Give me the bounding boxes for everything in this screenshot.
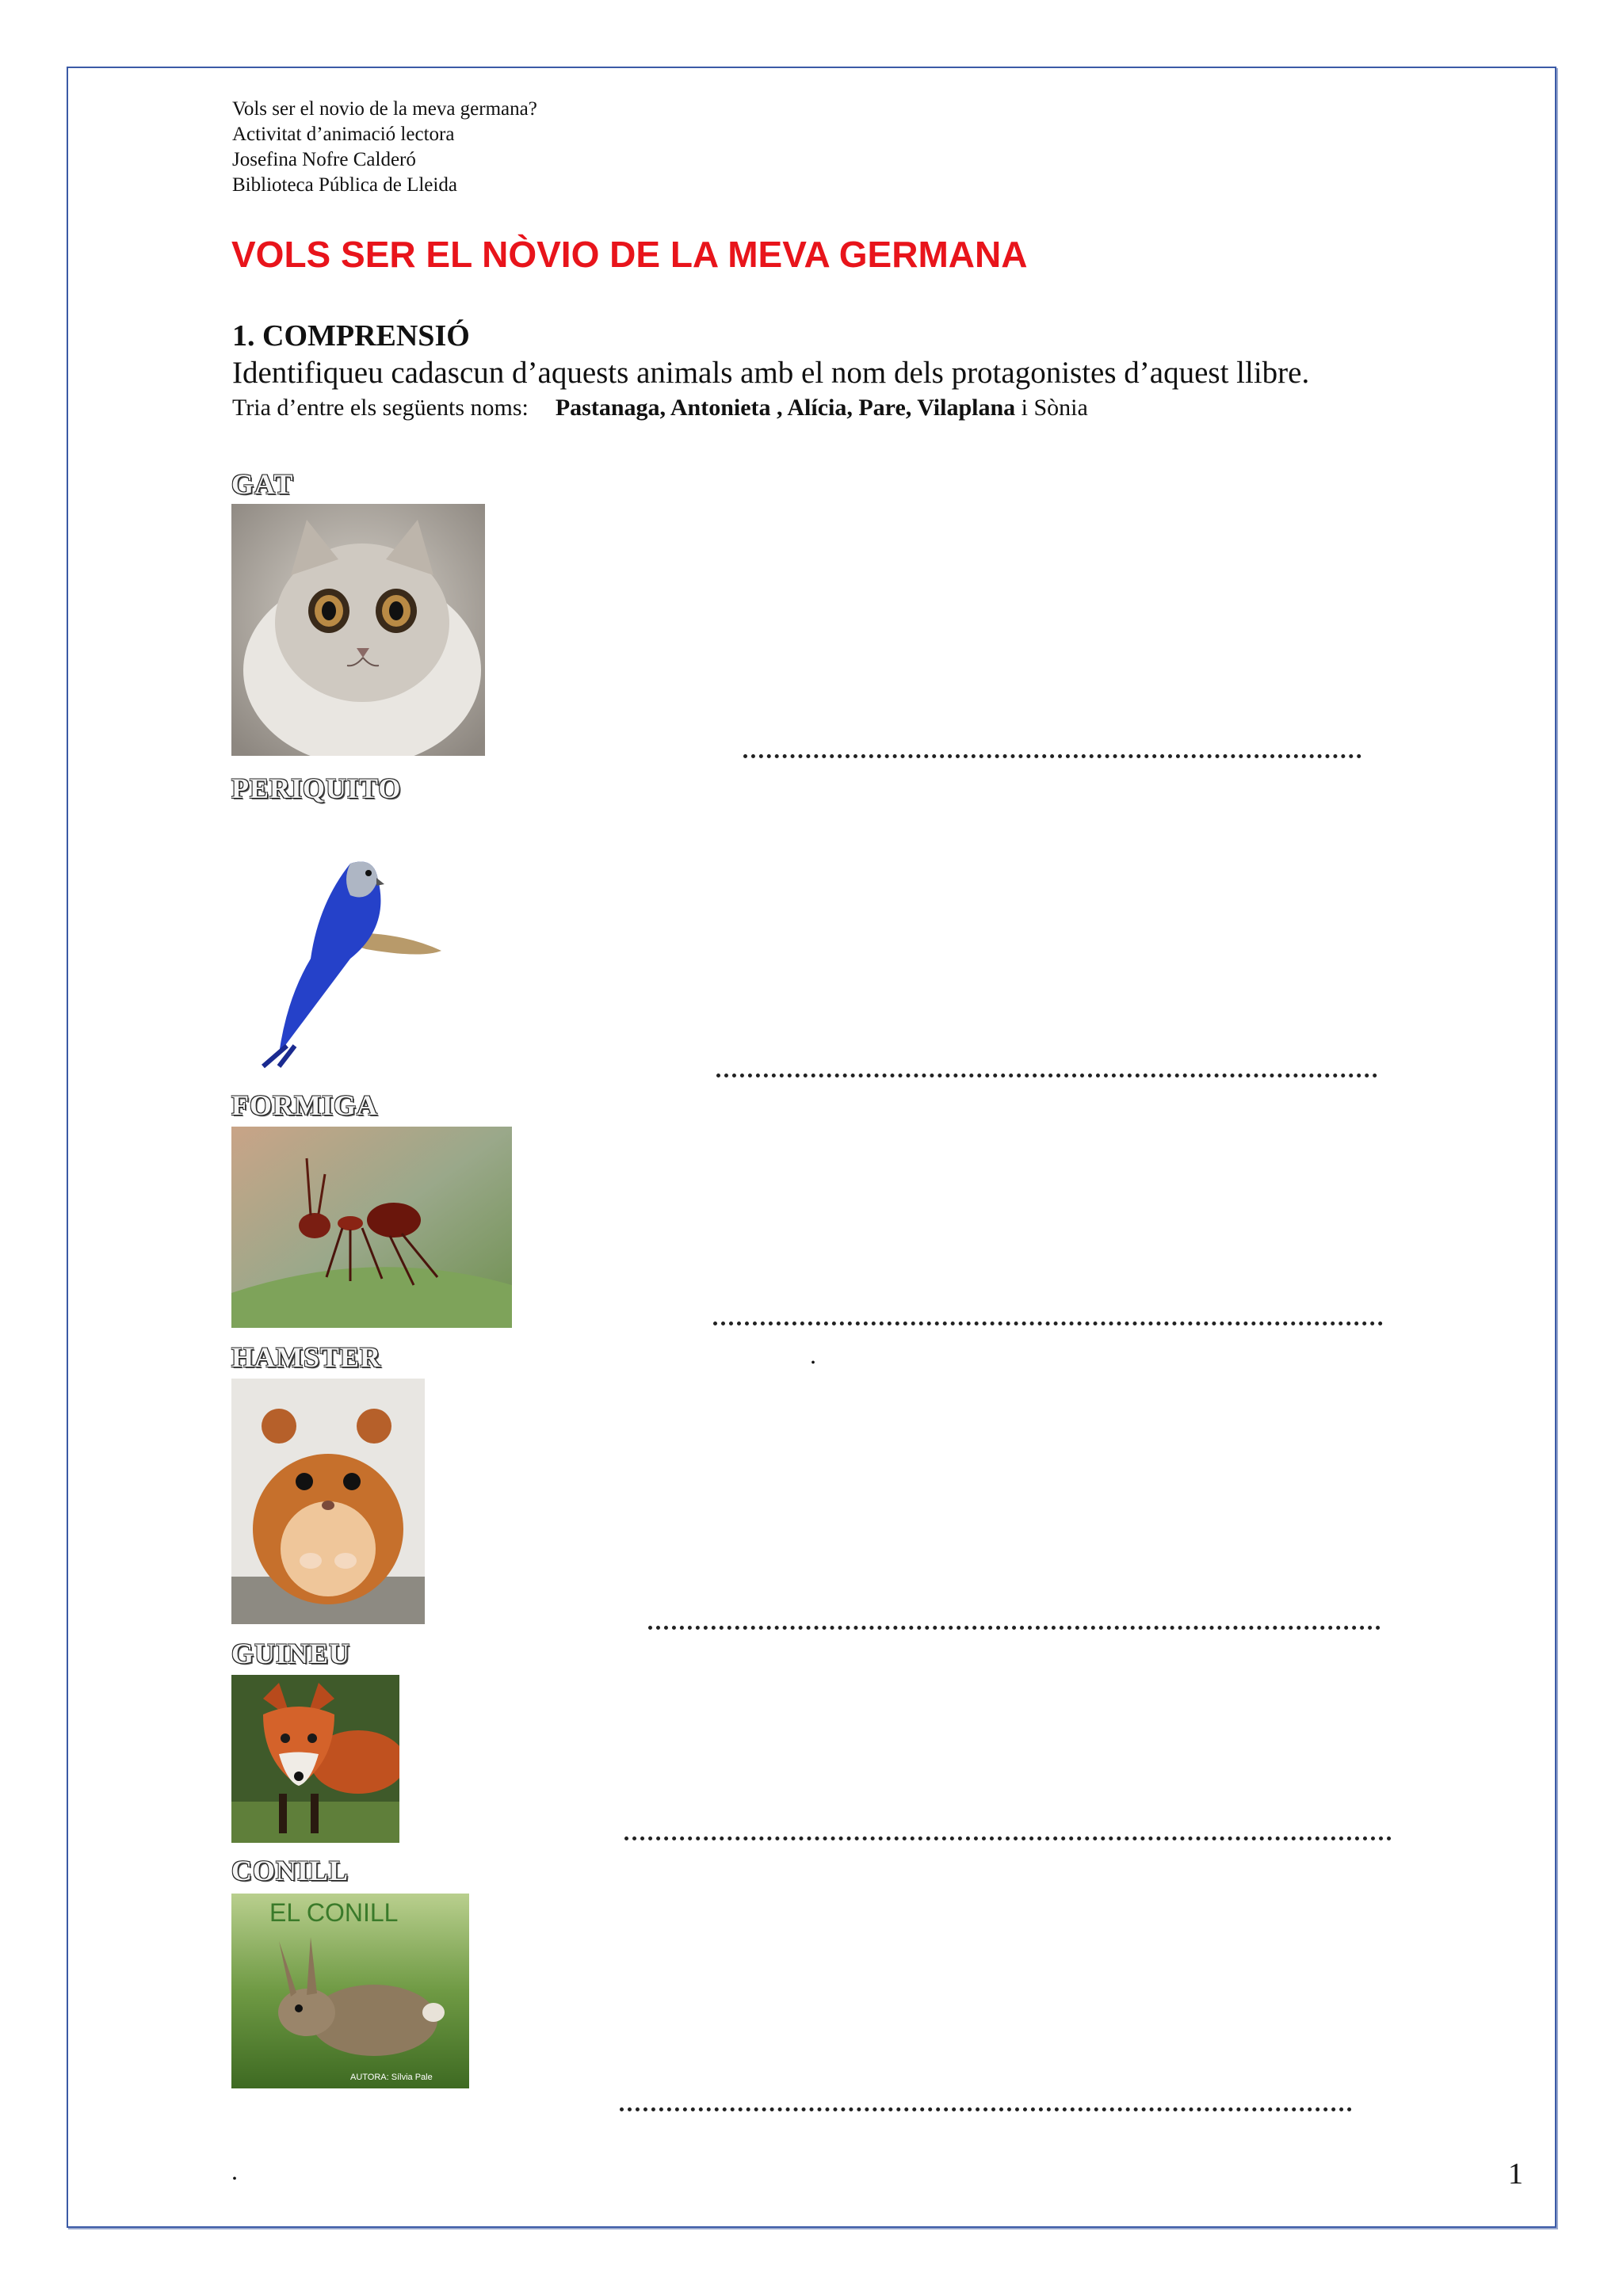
page-number: 1 bbox=[1508, 2157, 1523, 2191]
answer-line-hamster[interactable] bbox=[648, 1626, 1381, 1630]
rabbit-photo-credit: AUTORA: Sílvia Pale bbox=[350, 2073, 433, 2082]
parakeet-photo bbox=[231, 808, 469, 1070]
answer-line-formiga[interactable] bbox=[713, 1322, 1383, 1325]
instruction-text: Identifiqueu cadascun d’aquests animals amb el nom dels protagonistes d’aquest llibre. bbox=[232, 356, 1310, 390]
section-heading: 1. COMPRENSIÓ bbox=[232, 319, 470, 353]
answer-line-gat[interactable] bbox=[743, 754, 1361, 758]
header-book-title: Vols ser el novio de la meva germana? bbox=[232, 98, 537, 120]
ant-photo bbox=[231, 1127, 512, 1328]
names-bold: Pastanaga, Antonieta , Alícia, Pare, Vilaplana bbox=[555, 395, 1016, 421]
fox-photo bbox=[231, 1675, 399, 1843]
header-library: Biblioteca Pública de Lleida bbox=[232, 174, 457, 196]
answer-line-periquito[interactable] bbox=[716, 1074, 1377, 1077]
animal-label-guineu: GUINEU bbox=[231, 1638, 351, 1669]
cat-photo bbox=[231, 504, 485, 756]
stray-dot: . bbox=[810, 1341, 816, 1369]
hamster-photo bbox=[231, 1379, 425, 1624]
header-author: Josefina Nofre Calderó bbox=[232, 149, 416, 170]
names-intro: Tria d’entre els següents noms: bbox=[232, 395, 529, 421]
document-header bbox=[232, 97, 537, 198]
animal-label-hamster: HAMSTER bbox=[231, 1341, 382, 1373]
names-list bbox=[232, 395, 1088, 421]
animal-label-formiga: FORMIGA bbox=[231, 1089, 378, 1121]
header-activity: Activitat d’animació lectora bbox=[232, 124, 455, 145]
animal-label-gat: GAT bbox=[231, 468, 294, 500]
answer-line-conill[interactable] bbox=[620, 2107, 1352, 2111]
animal-label-conill: CONILL bbox=[231, 1855, 349, 1886]
page-title: VOLS SER EL NÒVIO DE LA MEVA GERMANA bbox=[231, 234, 1028, 275]
names-tail: i Sònia bbox=[1015, 395, 1088, 421]
answer-line-guineu[interactable] bbox=[624, 1836, 1392, 1840]
stray-dot: . bbox=[231, 2157, 238, 2185]
animal-label-periquito: PERIQUITO bbox=[231, 772, 402, 804]
rabbit-photo bbox=[231, 1894, 469, 2088]
rabbit-photo-caption: EL CONILL bbox=[269, 1898, 399, 1927]
